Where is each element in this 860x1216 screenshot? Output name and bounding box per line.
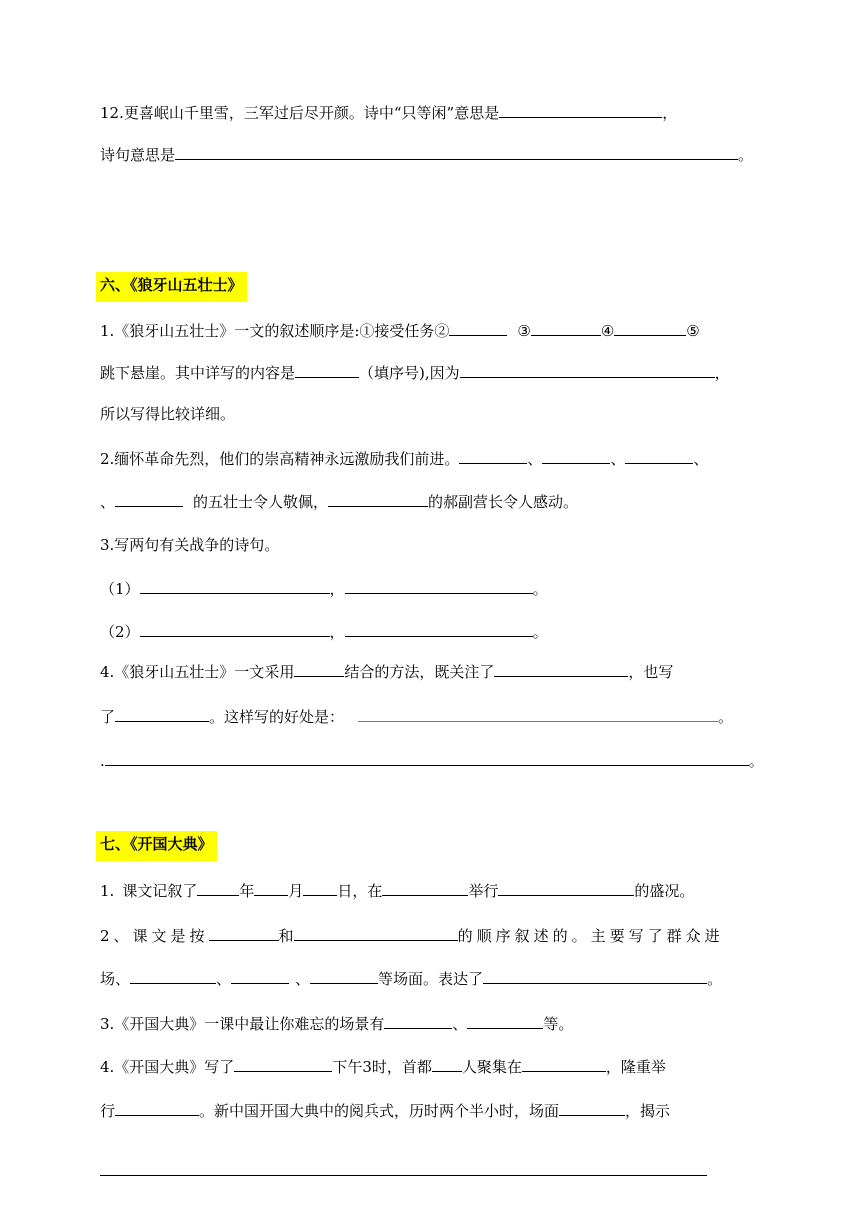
s7-q2-blank-3[interactable]: [130, 968, 216, 984]
item-number: （1）: [100, 580, 140, 598]
s6-q4-blank-also[interactable]: [115, 706, 209, 722]
s6-q4-text: 结合的方法，既关注了: [344, 663, 495, 681]
s7-q3-blank-2[interactable]: [467, 1013, 543, 1029]
s7-q3-end: 等。: [543, 1015, 574, 1033]
separator: 、: [216, 970, 232, 988]
s7-q4-text5: 。新中国开国大典中的阅兵式，历时两个半小时，场面: [199, 1102, 560, 1120]
s7-q2-blank-6[interactable]: [483, 968, 707, 984]
s7-q4-blank-place[interactable]: [522, 1056, 606, 1072]
footer-divider: [100, 1175, 707, 1176]
s7-q2-text: 的顺序叙述的。主要写了群众进: [457, 927, 724, 945]
q12-blank-meaning[interactable]: [499, 102, 662, 118]
s6-q4-blank-benefit[interactable]: [358, 706, 718, 722]
comma: ，: [662, 104, 678, 122]
s7-q2-prompt: 2、课文是按: [100, 927, 209, 945]
s6-q2-line2: [100, 491, 578, 511]
s6-q3-blank-1b[interactable]: [345, 578, 533, 594]
s6-q1-line2-text2: （填序号),因为: [359, 364, 460, 382]
s6-q3-blank-1a[interactable]: [140, 578, 330, 594]
s7-q3-blank-1[interactable]: [384, 1013, 452, 1029]
s6-q2-blank-5[interactable]: [328, 491, 428, 507]
s7-q3-line: [100, 1013, 573, 1033]
comma: ，: [329, 580, 345, 598]
s7-q1-blank-year[interactable]: [197, 880, 239, 896]
section7-heading: 七、《开国大典》: [96, 831, 217, 861]
comma: ，: [329, 623, 345, 641]
s6-q2-line1: [100, 448, 708, 468]
s7-q4-text4: 行: [100, 1102, 116, 1120]
s7-q2-line1: [100, 925, 724, 945]
s6-q3-blank-2a[interactable]: [140, 621, 330, 637]
s7-q4-text3: ，隆重举: [605, 1058, 666, 1076]
s7-q4-text2: 人聚集在: [461, 1058, 522, 1076]
s6-q4-line3: [100, 750, 764, 770]
s6-q4-prompt: 4.《狼牙山五壮士》一文采用: [100, 663, 295, 681]
s7-q2-blank-1[interactable]: [209, 925, 279, 941]
s6-q2-blank-4[interactable]: [115, 491, 183, 507]
s6-q2-text2: 的郝副营长令人感动。: [428, 493, 579, 511]
s7-q1-end: 的盛况。: [634, 882, 695, 900]
circled-3: ③: [517, 322, 531, 340]
s6-q2-prompt: 2.缅怀革命先烈，他们的崇高精神永远激励我们前进。: [100, 450, 460, 468]
and-label: 和: [278, 927, 294, 945]
circled-4: ④: [600, 322, 615, 340]
s7-q2-text2: 场、: [100, 970, 131, 988]
circled-5: ⑤: [686, 322, 700, 340]
period: 。: [738, 146, 754, 164]
s7-q4-blank-date[interactable]: [234, 1056, 332, 1072]
s7-q4-prompt: 4.《开国大典》写了: [100, 1058, 235, 1076]
s6-q1-blank-4[interactable]: [614, 320, 686, 336]
separator: 、: [693, 450, 709, 468]
separator: 、: [452, 1015, 468, 1033]
s7-q1-blank-place[interactable]: [382, 880, 468, 896]
s6-q4-line2: [100, 706, 733, 726]
s6-q3-blank-2b[interactable]: [345, 621, 533, 637]
item-number: （2）: [100, 623, 140, 641]
q12-line2: [100, 144, 753, 164]
period: 。: [532, 623, 548, 641]
comma: ，: [714, 364, 730, 382]
s6-q2-text: 的五壮士令人敬佩，: [193, 493, 329, 511]
s7-q4-text: 下午3时，首都: [332, 1058, 432, 1076]
s7-q2-blank-2[interactable]: [294, 925, 458, 941]
period: 。: [707, 970, 723, 988]
s7-q2-blank-4[interactable]: [231, 968, 289, 984]
s6-q1-blank-detail[interactable]: [295, 362, 359, 378]
s6-q4-text3: 了: [100, 708, 116, 726]
separator: 、: [610, 450, 626, 468]
s6-q4-text2: ，也写: [628, 663, 674, 681]
s6-q1-line1: [100, 320, 700, 340]
q12-line1: [100, 102, 677, 122]
s6-q4-blank-method[interactable]: [294, 661, 344, 677]
separator: 、: [295, 970, 311, 988]
s6-q1-line2-text: 跳下悬崖。其中详写的内容是: [100, 364, 296, 382]
section6-heading: 六、《狼牙山五壮士》: [96, 272, 247, 302]
s6-q4-line1: [100, 661, 673, 681]
s6-q3-item2: [100, 621, 548, 641]
s7-q1-blank-day[interactable]: [303, 880, 337, 896]
dot: .: [100, 752, 105, 770]
q-number: 1.: [100, 882, 115, 900]
s7-q4-text6: ，揭示: [625, 1102, 671, 1120]
s7-q2-blank-5[interactable]: [310, 968, 378, 984]
s7-q1-prompt: 课文记叙了: [122, 882, 198, 900]
s6-q4-blank-benefit-cont[interactable]: [105, 750, 749, 766]
s7-q2-text3: 等场面。表达了: [378, 970, 484, 988]
s6-q4-text4: 。这样写的好处是：: [209, 708, 345, 726]
s6-q3-title: 3.写两句有关战争的诗句。: [100, 536, 280, 554]
year-label: 年: [239, 882, 255, 900]
s7-q1-line: [100, 880, 694, 900]
period: 。: [718, 708, 734, 726]
s7-q4-blank-ceremony[interactable]: [115, 1100, 199, 1116]
s6-q1-line3: 所以写得比较详细。: [100, 405, 236, 423]
s6-q2-blank-1[interactable]: [459, 448, 527, 464]
s7-q4-line2: [100, 1100, 670, 1120]
s6-q2-blank-2[interactable]: [542, 448, 610, 464]
s6-q1-line2: [100, 362, 730, 382]
s6-q1-blank-reason[interactable]: [460, 362, 715, 378]
q12-prompt: 12.更喜岷山千里雪，三军过后尽开颜。诗中“只等闲”意思是: [100, 104, 500, 122]
s7-q1-blank-month[interactable]: [254, 880, 288, 896]
s7-q4-blank-count[interactable]: [432, 1056, 462, 1072]
period: 。: [748, 752, 764, 770]
s6-q3-item1: [100, 578, 548, 598]
s7-q1-text2: 举行: [468, 882, 499, 900]
s7-q1-blank-event[interactable]: [498, 880, 634, 896]
q12-line2-prompt: 诗句意思是: [100, 146, 176, 164]
s7-q1-text: 日，在: [337, 882, 383, 900]
month-label: 月: [288, 882, 304, 900]
separator: 、: [100, 493, 116, 511]
s7-q3-prompt: 3.《开国大典》一课中最让你难忘的场景有: [100, 1015, 385, 1033]
s6-q1-blank-2[interactable]: [449, 320, 507, 336]
s6-q2-blank-3[interactable]: [625, 448, 693, 464]
s7-q2-line2: [100, 968, 722, 988]
s6-q4-blank-focus[interactable]: [494, 661, 628, 677]
separator: 、: [527, 450, 543, 468]
period: 。: [532, 580, 548, 598]
s6-q1-prompt: 1.《狼牙山五壮士》一文的叙述顺序是:①接受任务②: [100, 322, 450, 340]
s6-q1-blank-3[interactable]: [531, 320, 601, 336]
q12-blank-sentence[interactable]: [175, 144, 738, 160]
s7-q4-line1: [100, 1056, 666, 1076]
s7-q4-blank-scene[interactable]: [559, 1100, 625, 1116]
